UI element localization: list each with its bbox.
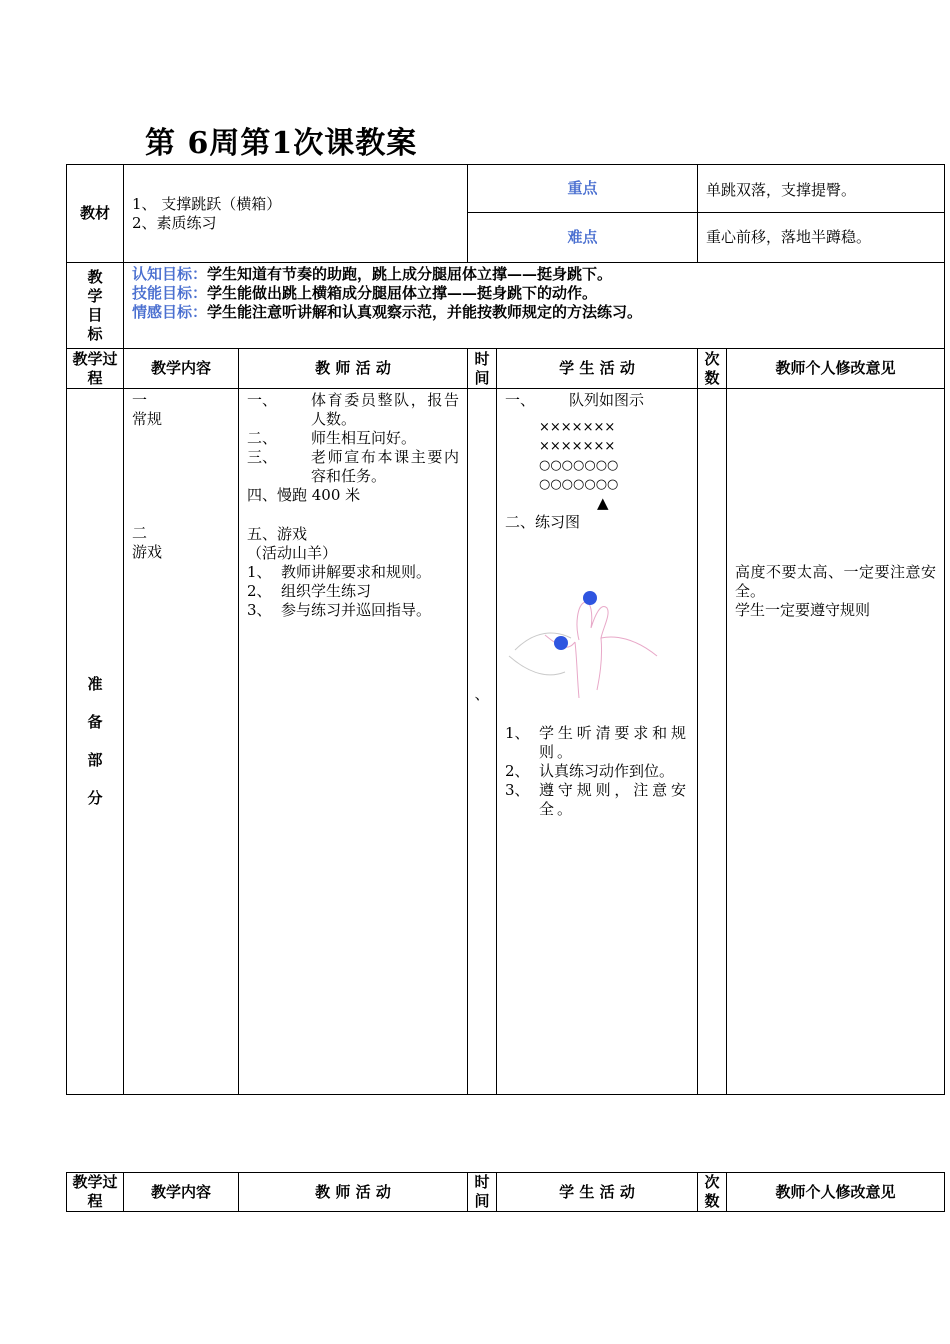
goal-skill: 技能目标：学生能做出跳上横箱成分腿屈体立撑——挺身跳下的动作。: [132, 284, 598, 302]
materials-item: 1、 支撑跳跃（横箱）: [132, 194, 282, 213]
goals-content: [124, 263, 945, 349]
header-content: 教学内容: [124, 1173, 239, 1212]
goals-label: 教 学 目 标: [67, 263, 124, 349]
list-item: 1、 学生听清要求和规则。: [505, 724, 690, 761]
formation-diagram: [505, 418, 689, 513]
list-item: 一、 体育委员整队，报告人数。: [247, 391, 459, 428]
prep-time: 、: [468, 389, 497, 1095]
teacher-jog: 四、慢跑 400 米: [247, 486, 361, 504]
list-item: 1、 教师讲解要求和规则。: [247, 563, 432, 581]
key-point-label: 重点: [468, 165, 698, 213]
goal-emotion: 情感目标：学生能注意听讲解和认真观察示范，并能按教师规定的方法练习。: [132, 303, 643, 321]
header-time: 时间: [468, 349, 497, 389]
lesson-plan-table-continued: [66, 1172, 945, 1212]
lesson-plan-table: [66, 164, 945, 1095]
formation-label: 一、 队列如图示: [505, 391, 645, 409]
formation-row: ×××××××: [539, 439, 616, 454]
header-process: 教学过程: [67, 349, 124, 389]
header-time: 时间: [468, 1173, 497, 1212]
game-title: 五、游戏: [247, 525, 308, 543]
header-teacher: 教 师 活 动: [239, 349, 468, 389]
list-item: 3、 参与练习并巡回指导。: [247, 601, 432, 619]
page-title: 第 6周第1次课教案: [145, 126, 418, 161]
practice-figure: [505, 580, 685, 710]
position-dot: [583, 591, 597, 605]
header-teacher: 教 师 活 动: [239, 1173, 468, 1212]
materials-label: 教材: [67, 165, 124, 263]
header-student: 学 生 活 动: [497, 349, 698, 389]
prep-opinion: 高度不要太高、一定要注意安全。 学生一定要遵守规则: [727, 389, 945, 1095]
formation-row: ○○○○○○○: [539, 477, 619, 492]
list-item: 2、 组织学生练习: [247, 582, 372, 600]
difficulty-text: 重心前移，落地半蹲稳。: [698, 213, 945, 263]
key-point-text: 单跳双落，支撑提臀。: [698, 165, 945, 213]
game-name: （活动山羊）: [247, 544, 338, 562]
header-process: 教学过程: [67, 1173, 124, 1212]
header-opinion: 教师个人修改意见: [727, 349, 945, 389]
list-item: 三、 老师宣布本课主要内容和任务。: [247, 448, 459, 485]
header-content: 教学内容: [124, 349, 239, 389]
position-dot: [554, 636, 568, 650]
difficulty-label: 难点: [468, 213, 698, 263]
header-student: 学 生 活 动: [497, 1173, 698, 1212]
header-count: 次数: [698, 349, 727, 389]
goal-cognitive: 认知目标：学生知道有节奏的助跑，跳上成分腿屈体立撑——挺身跳下。: [132, 265, 613, 283]
formation-row: ×××××××: [539, 420, 616, 435]
figure-outline: [509, 656, 565, 675]
formation-row: ○○○○○○○: [539, 458, 619, 473]
prep-count: [698, 389, 727, 1095]
figure-outline: [577, 602, 657, 656]
list-item: 2、 认真练习动作到位。: [505, 762, 675, 780]
header-opinion: 教师个人修改意见: [727, 1173, 945, 1212]
list-item: 3、 遵守规则，注意安全。: [505, 781, 690, 818]
header-count: 次数: [698, 1173, 727, 1212]
section-prep-label: 准 备 部 分: [67, 389, 124, 1095]
teacher-position-icon: ▲: [597, 494, 609, 512]
practice-label: 二、练习图: [505, 513, 581, 531]
prep-student-activity: [497, 389, 698, 1095]
list-item: 二、 师生相互问好。: [247, 429, 417, 447]
materials-items: [124, 165, 468, 263]
materials-item: 2、素质练习: [132, 213, 217, 232]
figure-outline: [545, 635, 602, 698]
prep-content: 一 常规 二 游戏: [124, 389, 239, 1095]
prep-teacher-activity: [239, 389, 468, 1095]
